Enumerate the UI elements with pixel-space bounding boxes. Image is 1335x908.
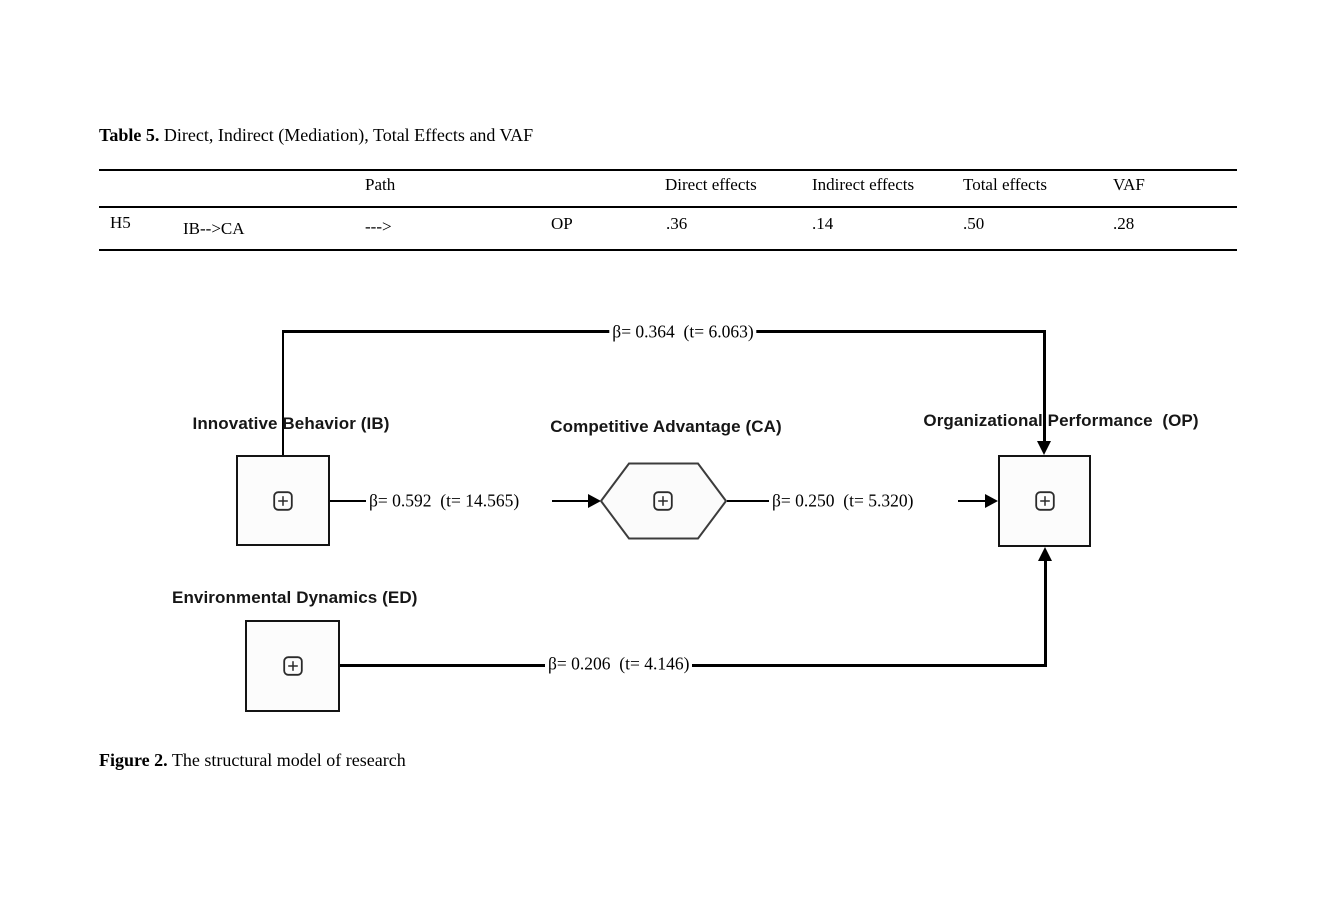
ib-ca-arrow-shaft bbox=[552, 500, 589, 502]
cell-path-arrow: ---> bbox=[365, 217, 392, 236]
cell-direct-effect: .36 bbox=[666, 214, 688, 233]
col-header-total-effects: Total effects bbox=[963, 175, 1047, 194]
ib-node-label: Innovative Behavior (IB) bbox=[192, 414, 390, 433]
ib-ca-line-left bbox=[330, 500, 367, 502]
table-caption-label: Table 5. bbox=[99, 125, 160, 145]
cell-vaf-value: .28 bbox=[1113, 214, 1135, 233]
ed-node-label: Environmental Dynamics (ED) bbox=[172, 588, 418, 607]
coefficient-ca-op: β= 0.250 (t= 5.320) bbox=[769, 491, 916, 512]
coefficient-ib-op: β= 0.364 (t= 6.063) bbox=[609, 322, 756, 343]
ca-op-line-left bbox=[727, 500, 771, 502]
col-header-path: Path bbox=[365, 175, 396, 194]
plus-expand-icon bbox=[653, 491, 673, 511]
table-header-rule bbox=[99, 206, 1237, 208]
table-bottom-rule bbox=[99, 249, 1237, 251]
cell-path-target: OP bbox=[551, 214, 573, 233]
ed-op-path-line bbox=[340, 664, 1047, 667]
ed-node-box bbox=[245, 620, 340, 712]
table-top-rule bbox=[99, 169, 1237, 171]
cell-path-origin: IB-->CA bbox=[183, 219, 245, 238]
ca-op-arrow-shaft bbox=[958, 500, 986, 502]
plus-expand-icon bbox=[273, 491, 293, 511]
arrowhead-into-op-left-icon bbox=[985, 494, 998, 508]
cell-hypothesis-id: H5 bbox=[110, 213, 131, 232]
arrowhead-into-op-bottom-icon bbox=[1038, 547, 1052, 561]
op-node-label: Organizational Performance (OP) bbox=[923, 411, 1199, 430]
arrowhead-into-op-top-icon bbox=[1037, 441, 1051, 455]
op-node-box bbox=[998, 455, 1091, 547]
ib-op-left-segment bbox=[282, 330, 284, 455]
cell-total-effect: .50 bbox=[963, 214, 985, 233]
table-caption-text: Direct, Indirect (Mediation), Total Effects and VAF bbox=[159, 125, 534, 145]
coefficient-ed-op: β= 0.206 (t= 4.146) bbox=[545, 654, 692, 675]
ca-node-label: Competitive Advantage (CA) bbox=[550, 417, 782, 436]
plus-expand-icon bbox=[1035, 491, 1055, 511]
ib-node-box bbox=[236, 455, 330, 546]
col-header-direct-effects: Direct effects bbox=[665, 175, 757, 194]
col-header-indirect-effects: Indirect effects bbox=[812, 175, 915, 194]
ed-op-vertical-segment bbox=[1044, 559, 1047, 667]
col-header-vaf: VAF bbox=[1113, 175, 1145, 194]
table-caption bbox=[99, 125, 533, 146]
plus-expand-icon bbox=[283, 656, 303, 676]
figure-caption-text: The structural model of research bbox=[167, 750, 406, 770]
figure-caption bbox=[99, 750, 406, 771]
cell-indirect-effect: .14 bbox=[812, 214, 834, 233]
coefficient-ib-ca: β= 0.592 (t= 14.565) bbox=[366, 491, 522, 512]
figure-caption-label: Figure 2. bbox=[99, 750, 168, 770]
